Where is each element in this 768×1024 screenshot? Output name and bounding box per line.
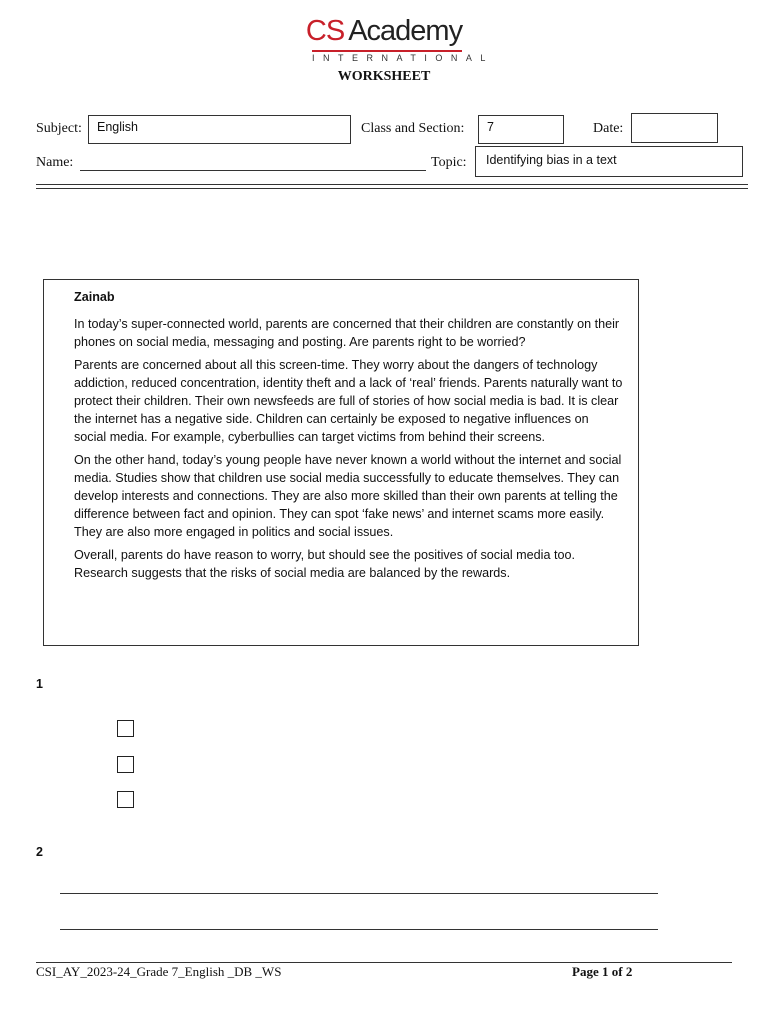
logo-academy: Academy	[348, 15, 463, 47]
answer-line[interactable]	[60, 929, 658, 930]
footer-divider	[36, 962, 732, 963]
worksheet-title: WORKSHEET	[337, 69, 431, 84]
answer-checkbox[interactable]	[117, 791, 134, 808]
date-value	[632, 114, 717, 118]
topic-value: Identifying bias in a text	[486, 153, 617, 167]
date-field[interactable]	[631, 113, 718, 143]
name-label: Name:	[36, 155, 74, 170]
answer-line[interactable]	[60, 893, 658, 894]
class-section-label: Class and Section:	[361, 121, 465, 136]
question-number: 1	[36, 677, 43, 691]
subject-value: English	[97, 120, 138, 134]
date-label: Date:	[593, 121, 624, 136]
page-current: 1	[601, 964, 609, 979]
answer-checkbox[interactable]	[117, 756, 134, 773]
subject-label: Subject:	[36, 121, 82, 136]
topic-label: Topic:	[431, 155, 467, 170]
passage-paragraph: On the other hand, today’s young people have never known a world without the internet and social media. Studies show that children use social media successfully to educate themselves. They can develop interests and connections. They are also more skilled than their own parents at telling the difference between fact and opinion. They can spot ‘fake news’ and internet scams more easily. They are also more engaged in politics and social issues.	[74, 453, 622, 539]
class-section-field[interactable]	[478, 115, 564, 144]
answer-checkbox[interactable]	[117, 720, 134, 737]
school-logo	[0, 14, 768, 66]
question-number: 2	[36, 845, 43, 859]
logo-cs: CS	[305, 15, 345, 47]
passage-paragraph: Overall, parents do have reason to worry, but should see the positives of social media too. Research suggests that the risks of social media are balanced by the rewards.	[74, 548, 575, 581]
header-divider-secondary	[36, 188, 748, 189]
class-section-value: 7	[487, 120, 494, 134]
page-indicator	[572, 964, 632, 980]
document-code: CSI_AY_2023-24_Grade 7_English _DB _WS	[36, 964, 282, 979]
subject-field[interactable]	[88, 115, 351, 144]
passage-paragraph: Parents are concerned about all this screen-time. They worry about the dangers of technology addiction, reduced concentration, identity theft and a lack of ‘real’ friends. Parents naturally want to protect their children. Their own newsfeeds are full of stories of how social media is bad. It is clear the internet has a negative side. Children can certainly be exposed to negative influences on social media. For example, cyberbullies can target victims from behind their screens.	[74, 358, 623, 444]
logo-tagline: INTERNATIONAL	[312, 50, 462, 63]
page-of: of	[608, 964, 626, 979]
name-line[interactable]	[80, 169, 426, 171]
passage-author: Zainab	[74, 290, 115, 304]
passage-paragraph: In today’s super-connected world, parents are concerned that their children are constantly on their phones on social media, messaging and posting. Are parents right to be worried?	[74, 316, 620, 349]
topic-field[interactable]	[475, 146, 743, 177]
logo-wordmark	[0, 14, 768, 48]
page-total: 2	[625, 964, 633, 979]
reading-passage	[43, 279, 639, 646]
page-prefix: Page	[572, 964, 602, 979]
header-divider	[36, 184, 748, 185]
